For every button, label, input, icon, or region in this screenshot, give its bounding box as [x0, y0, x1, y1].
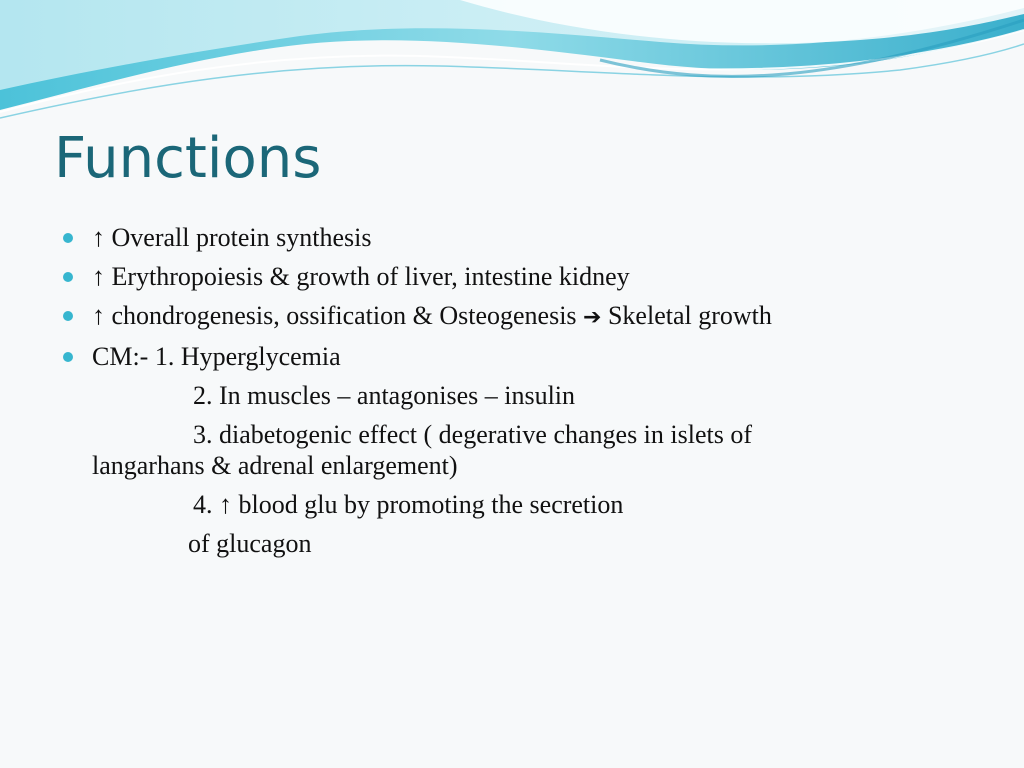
list-item: [62, 222, 962, 253]
bullet-text: ↑ Overall protein synthesis: [92, 223, 372, 252]
bullet-dot-icon: [63, 352, 73, 362]
cm-item-text: 2. In muscles – antagonises – insulin: [193, 381, 576, 410]
bullet-text: CM:- 1. Hyperglycemia: [92, 342, 341, 371]
cm-item-text: langarhans & adrenal enlargement): [92, 451, 458, 480]
header-wave-decoration: [0, 0, 1024, 130]
bullet-text-tail: Skeletal growth: [607, 301, 772, 330]
cm-item-continuation: [62, 450, 962, 481]
list-item: [62, 341, 962, 372]
list-item: [62, 261, 962, 292]
cm-item: [62, 419, 962, 450]
cm-item-continuation: [62, 528, 962, 559]
cm-item-text: 4. ↑ blood glu by promoting the secretion: [193, 490, 624, 519]
cm-item: [62, 380, 962, 411]
slide-content: [62, 222, 962, 567]
bullet-dot-icon: [63, 233, 73, 243]
bullet-text: ↑ chondrogenesis, ossification & Osteogenesis: [92, 301, 577, 330]
cm-item: [62, 489, 962, 520]
list-item: [62, 300, 962, 333]
cm-item-text: 3. diabetogenic effect ( degerative changes in islets of: [193, 420, 753, 449]
slide-title: Functions: [54, 126, 322, 191]
bullet-dot-icon: [63, 311, 73, 321]
bullet-text: ↑ Erythropoiesis & growth of liver, intestine kidney: [92, 262, 630, 291]
right-arrow-icon: ➔: [583, 305, 602, 330]
bullet-dot-icon: [63, 272, 73, 282]
cm-item-text: of glucagon: [188, 529, 312, 558]
